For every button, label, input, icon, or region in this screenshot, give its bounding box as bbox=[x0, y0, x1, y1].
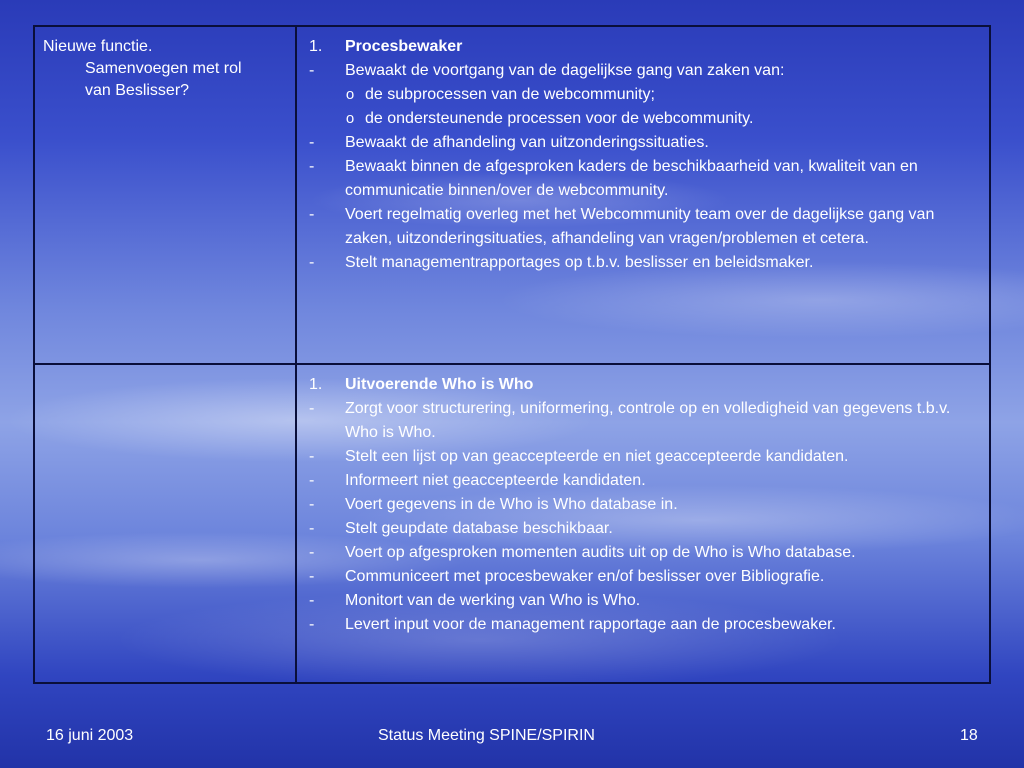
list-item-text: Bewaakt binnen de afgesproken kaders de beschikbaarheid van, kwaliteit van en communicatie binnen/over de webcommunity. bbox=[345, 158, 918, 199]
dash-bullet: - bbox=[309, 592, 315, 609]
list-item-text: Communiceert met procesbewaker en/of beslisser over Bibliografie. bbox=[345, 568, 825, 585]
dash-bullet: - bbox=[309, 544, 315, 561]
list-item bbox=[309, 493, 983, 517]
list-item-text: de subprocessen van de webcommunity; bbox=[365, 86, 655, 103]
role-title: Uitvoerende Who is Who bbox=[345, 376, 534, 393]
role-title: Procesbewaker bbox=[345, 38, 463, 55]
circle-bullet-icon: o bbox=[345, 86, 355, 103]
dash-bullet: - bbox=[309, 496, 315, 513]
list-item bbox=[309, 251, 983, 275]
list-item-text: Informeert niet geaccepteerde kandidaten. bbox=[345, 472, 646, 489]
role-heading bbox=[309, 35, 983, 59]
list-item-text: Stelt managementrapportages op t.b.v. beslisser en beleidsmaker. bbox=[345, 254, 814, 271]
list-item-text: Bewaakt de voortgang van de dagelijkse gang van zaken van: bbox=[345, 62, 785, 79]
list-item bbox=[309, 469, 983, 493]
list-item-text: Bewaakt de afhandeling van uitzonderingssituaties. bbox=[345, 134, 709, 151]
dash-bullet: - bbox=[309, 400, 315, 417]
list-item bbox=[309, 203, 983, 251]
sub-list-item bbox=[309, 83, 983, 107]
uitvoerende-cell bbox=[296, 364, 990, 683]
list-item bbox=[309, 613, 983, 637]
list-item-text: de ondersteunende processen voor de webcommunity. bbox=[365, 110, 754, 127]
heading-number: 1. bbox=[309, 38, 323, 55]
list-item bbox=[309, 589, 983, 613]
sub-list-item bbox=[309, 107, 983, 131]
role-note-line-2: Samenvoegen met rol bbox=[85, 60, 242, 77]
procesbewaker-task-list bbox=[309, 59, 983, 275]
list-item bbox=[309, 397, 983, 445]
list-item-text: Voert op afgesproken momenten audits uit op de Who is Who database. bbox=[345, 544, 856, 561]
dash-bullet: - bbox=[309, 616, 315, 633]
list-item-text: Stelt een lijst op van geaccepteerde en niet geaccepteerde kandidaten. bbox=[345, 448, 849, 465]
list-item bbox=[309, 445, 983, 469]
list-item-text: Stelt geupdate database beschikbaar. bbox=[345, 520, 613, 537]
role-table bbox=[33, 25, 991, 684]
list-item-text: Voert regelmatig overleg met het Webcommunity team over de dagelijkse gang van zaken, uitzonderingsituaties, afhandeling van vragen/problemen et cetera. bbox=[345, 206, 935, 247]
procesbewaker-cell bbox=[296, 26, 990, 364]
list-item bbox=[309, 541, 983, 565]
role-status-cell bbox=[34, 26, 296, 364]
role-heading bbox=[309, 373, 983, 397]
list-item-text: Zorgt voor structurering, uniformering, controle op en volledigheid van gegevens t.b.v. Who is Who. bbox=[345, 400, 951, 441]
dash-bullet: - bbox=[309, 62, 315, 79]
list-item-text: Levert input voor de management rapportage aan de procesbewaker. bbox=[345, 616, 836, 633]
list-item bbox=[309, 517, 983, 541]
circle-bullet-icon: o bbox=[345, 110, 355, 127]
footer-date: 16 juni 2003 bbox=[46, 727, 134, 744]
dash-bullet: - bbox=[309, 568, 315, 585]
list-item bbox=[309, 155, 983, 203]
role-note-line-3: van Beslisser? bbox=[85, 82, 190, 99]
dash-bullet: - bbox=[309, 472, 315, 489]
empty-cell bbox=[34, 364, 296, 683]
page-number: 18 bbox=[960, 727, 978, 744]
dash-bullet: - bbox=[309, 520, 315, 537]
role-note-line-1: Nieuwe functie. bbox=[43, 38, 153, 55]
uitvoerende-task-list bbox=[309, 397, 983, 637]
dash-bullet: - bbox=[309, 134, 315, 151]
list-item bbox=[309, 565, 983, 589]
footer-title: Status Meeting SPINE/SPIRIN bbox=[378, 727, 595, 744]
dash-bullet: - bbox=[309, 206, 315, 223]
list-item bbox=[309, 59, 983, 83]
list-item-text: Voert gegevens in de Who is Who database in. bbox=[345, 496, 678, 513]
heading-number: 1. bbox=[309, 376, 323, 393]
list-item bbox=[309, 131, 983, 155]
list-item-text: Monitort van de werking van Who is Who. bbox=[345, 592, 641, 609]
dash-bullet: - bbox=[309, 254, 315, 271]
dash-bullet: - bbox=[309, 158, 315, 175]
dash-bullet: - bbox=[309, 448, 315, 465]
